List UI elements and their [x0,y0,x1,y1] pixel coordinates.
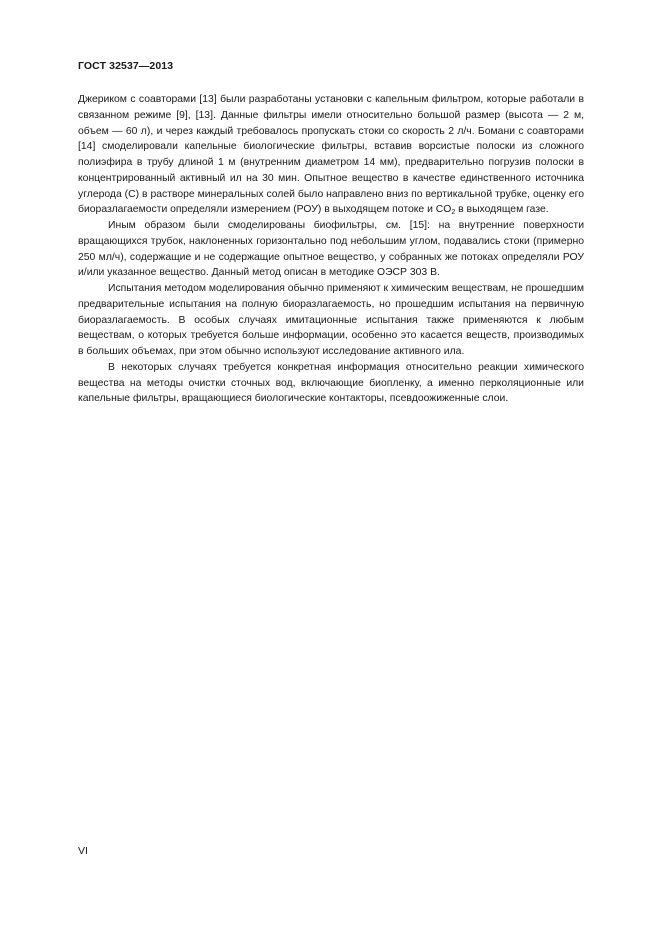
paragraph-1-text: Джериком с соавторами [13] были разработаны установки с капельным фильтром, которые работали в связанном режиме [9], [13]. Данные фильтры имели относительно большой размер (высота — 2 м, объем — 60 л), и через каждый требовалось пропускать стоки со скорость 2 л/ч. Бомани с соавторами [14] смоделировали капельные биологические фильтры, вставив ворсистые полоски из сложного полиэфира в трубу длиной 1 м (внутренним диаметром 14 мм), предварительно погрузив полоски в концентрированный активный ил на 30 мин. Опытное вещество в качестве единственного источника углерода (С) в растворе минеральных солей было направлено вниз по вертикальной трубке, оценку его биоразлагаемости определяли измерением (РОУ) в выходящем потоке и CO [78,94,584,216]
page-number: VI [78,845,88,857]
paragraph-3: Испытания методом моделирования обычно применяют к химическим веществам, не прошедшим предварительные испытания на полную биоразлагаемость, но прошедшим испытания на первичную биоразлагаемость. В особых случаях имитационные испытания также применяются к любым веществам, о которых требуется больше информации, особенно это касается веществ, производимых в больших объемах, при этом обычно используют исследование активного ила. [78,283,584,357]
co2-subscript: 2 [451,209,456,217]
document-standard-header: ГОСТ 32537—2013 [78,60,174,72]
paragraph-1-text-end: в выходящем газе. [455,204,549,216]
paragraph-2: Иным образом были смоделированы биофильтры, см. [15]: на внутренние поверхности вращающихся трубок, наклоненных горизонтально под небольшим углом, подавались стоки (примерно 250 мл/ч), содержащие и не содержащие опытное вещество, у собранных же потоках определяли РОУ и/или указанное вещество. Данный метод описан в методике ОЭСР 303 В. [78,220,584,279]
document-body [78,92,584,407]
paragraph-4: В некоторых случаях требуется конкретная информация относительно реакции химического вещества на методы очистки сточных вод, включающие биопленку, а именно перколяционные или капельные фильтры, вращающиеся биологические контакторы, псевдоожиженные слои. [78,361,584,405]
paragraph-1 [78,92,584,218]
